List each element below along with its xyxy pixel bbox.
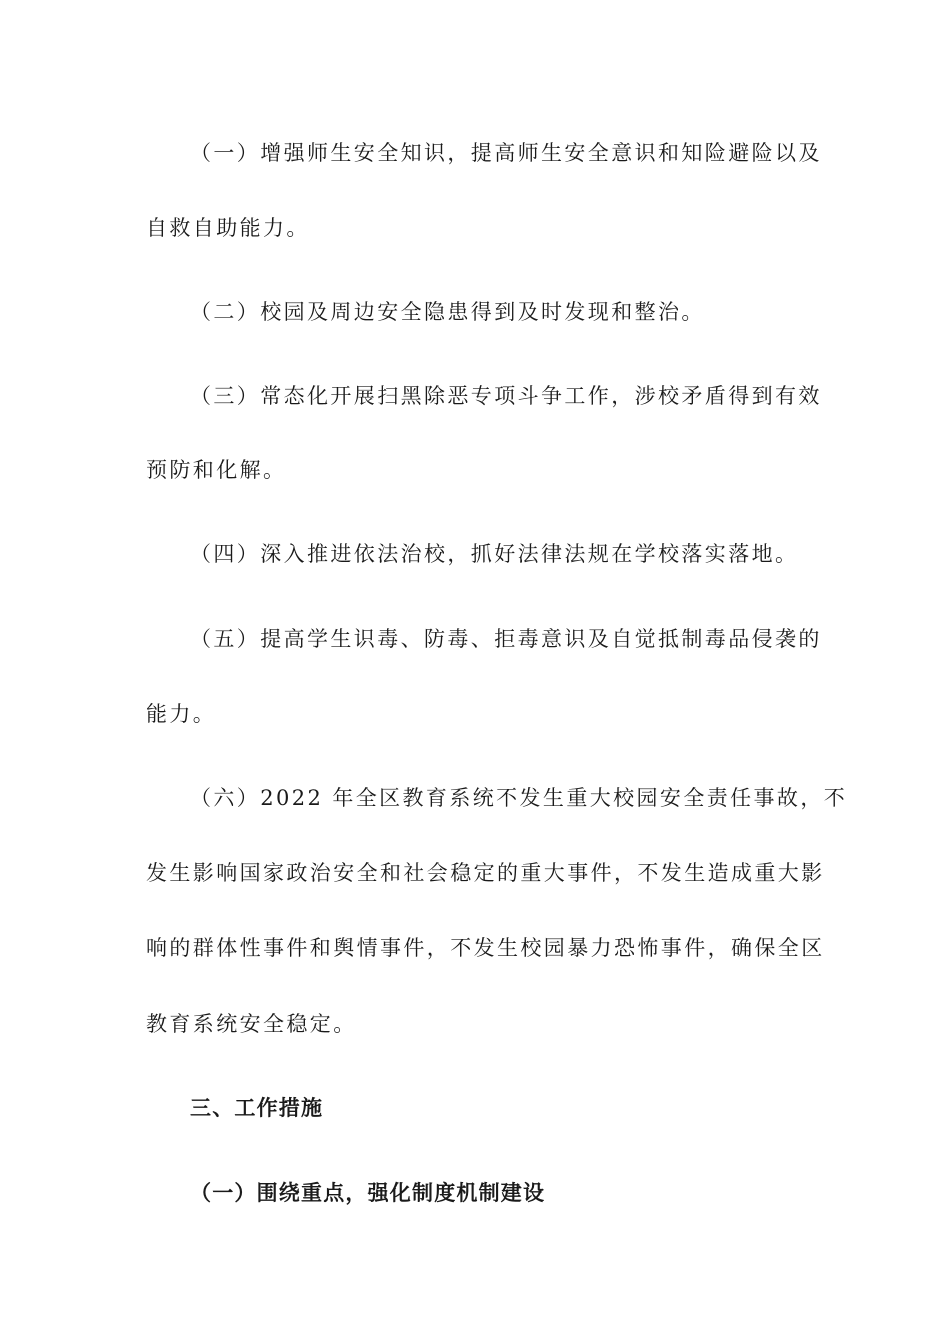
paragraph-3-line-1: （三）常态化开展扫黑除恶专项斗争工作，涉校矛盾得到有效 <box>190 384 822 408</box>
subsection-heading-1: （一）围绕重点，强化制度机制建设 <box>190 1181 546 1205</box>
paragraph-2-line-1: （二）校园及周边安全隐患得到及时发现和整治。 <box>190 300 705 324</box>
paragraph-5-line-2: 能力。 <box>146 702 217 726</box>
paragraph-1-line-1: （一）增强师生安全知识，提高师生安全意识和知险避险以及 <box>190 141 822 165</box>
paragraph-6-line-4: 教育系统安全稳定。 <box>146 1012 357 1036</box>
paragraph-6-line-1: （六）2022 年全区教育系统不发生重大校园安全责任事故，不 <box>190 786 848 810</box>
paragraph-6-line-3: 响的群体性事件和舆情事件，不发生校园暴力恐怖事件，确保全区 <box>146 936 825 960</box>
paragraph-1-line-2: 自救自助能力。 <box>146 216 310 240</box>
paragraph-6-line-2: 发生影响国家政治安全和社会稳定的重大事件，不发生造成重大影 <box>146 861 825 885</box>
paragraph-3-line-2: 预防和化解。 <box>146 458 287 482</box>
section-heading-3: 三、工作措施 <box>190 1096 324 1120</box>
paragraph-5-line-1: （五）提高学生识毒、防毒、拒毒意识及自觉抵制毒品侵袭的 <box>190 627 822 651</box>
paragraph-4-line-1: （四）深入推进依法治校，抓好法律法规在学校落实落地。 <box>190 542 799 566</box>
